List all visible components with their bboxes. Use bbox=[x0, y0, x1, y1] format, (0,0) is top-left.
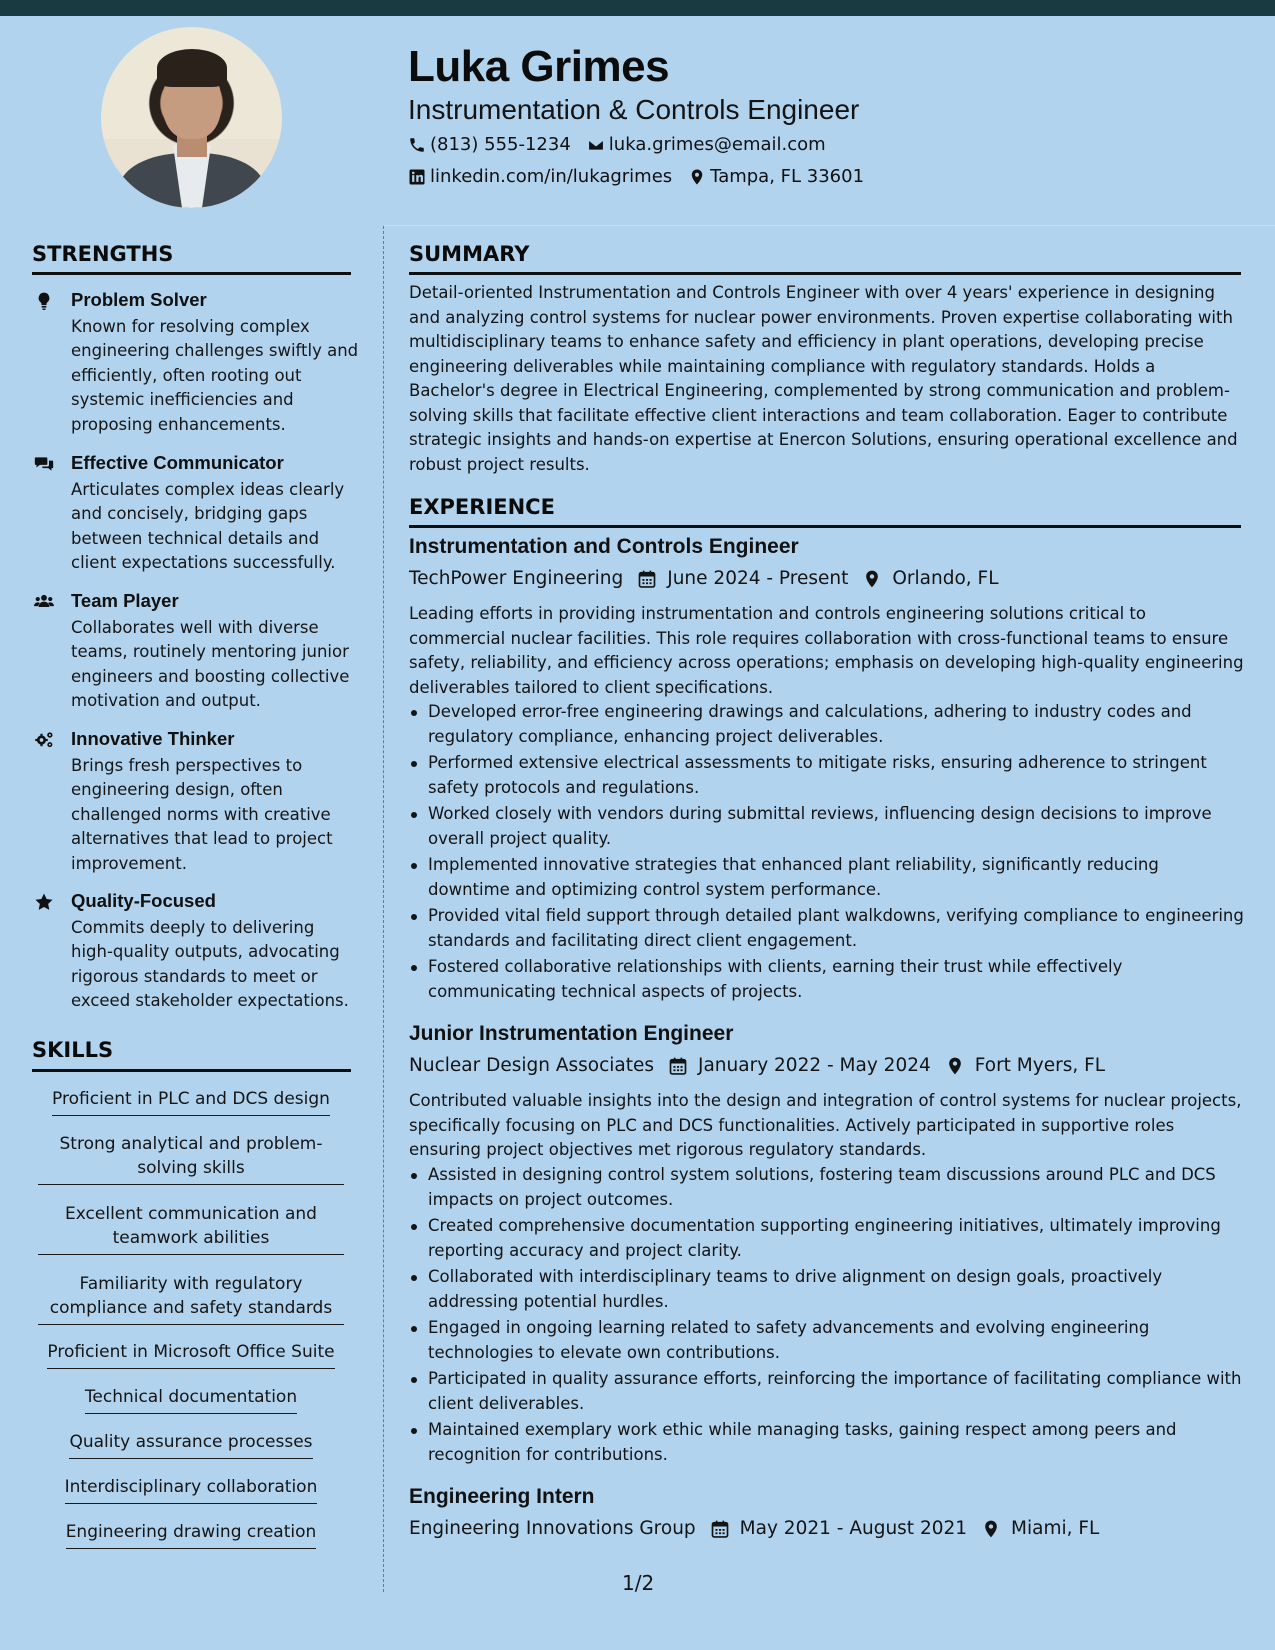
skill-item: Quality assurance processes bbox=[38, 1430, 344, 1459]
company-name: Engineering Innovations Group bbox=[409, 1518, 696, 1539]
calendar-icon bbox=[637, 569, 657, 589]
top-bar bbox=[0, 0, 1275, 16]
job-title: Junior Instrumentation Engineer bbox=[409, 1022, 734, 1045]
bullet-item: Performed extensive electrical assessments to mitigate risks, ensuring adherence to stringent safety protocols and regulations. bbox=[409, 751, 1245, 800]
location-text: Tampa, FL 33601 bbox=[710, 166, 865, 187]
job-dates: January 2022 - May 2024 bbox=[698, 1055, 931, 1076]
company-name: Nuclear Design Associates bbox=[409, 1055, 655, 1076]
strength-title: Quality-Focused bbox=[71, 890, 216, 911]
skill-item: Strong analytical and problem-solving skills bbox=[38, 1132, 344, 1185]
skill-item: Familiarity with regulatory compliance and safety standards bbox=[38, 1272, 344, 1325]
job-meta bbox=[409, 1518, 1099, 1539]
job-description: Leading efforts in providing instrumentation and controls engineering solutions critical to commercial nuclear facilities. This role requires collaboration with cross-functional teams to ensure safety, reliability, and efficiency across operations; emphasis on developing high-quality engineering deliverables tailored to client specifications. bbox=[409, 604, 1244, 697]
job-dates: June 2024 - Present bbox=[667, 568, 849, 589]
contact-row-1 bbox=[408, 134, 826, 155]
skill-item: Proficient in PLC and DCS design bbox=[38, 1087, 344, 1116]
strength-title: Effective Communicator bbox=[71, 452, 284, 473]
profile-photo bbox=[101, 27, 282, 208]
strength-desc: Collaborates well with diverse teams, routinely mentoring junior engineers and boosting collective motivation and output. bbox=[71, 618, 350, 711]
envelope-icon bbox=[587, 136, 605, 154]
calendar-icon bbox=[668, 1056, 688, 1076]
skills-heading: SKILLS bbox=[32, 1038, 114, 1062]
linkedin-icon bbox=[408, 168, 426, 186]
job-bullets bbox=[409, 700, 1245, 1006]
bullet-item: Developed error-free engineering drawings and calculations, adhering to industry codes and regulatory compliance, enhancing project deliverables. bbox=[409, 700, 1245, 749]
map-pin-icon bbox=[862, 569, 882, 589]
gears-icon bbox=[32, 730, 56, 750]
linkedin-link[interactable]: linkedin.com/in/lukagrimes bbox=[430, 166, 673, 187]
strength-title: Problem Solver bbox=[71, 289, 207, 310]
bullet-item: Fostered collaborative relationships with clients, earning their trust while effectively communicating technical aspects of projects. bbox=[409, 955, 1245, 1004]
experience-rule bbox=[409, 525, 1241, 528]
job-location: Fort Myers, FL bbox=[974, 1055, 1106, 1076]
bullet-item: Participated in quality assurance efforts, reinforcing the importance of facilitating compliance with client deliverables. bbox=[409, 1367, 1245, 1416]
phone-icon bbox=[408, 136, 426, 154]
strength-desc: Known for resolving complex engineering challenges swiftly and efficiently, often rooting out systemic inefficiencies and proposing enhancements. bbox=[71, 317, 359, 434]
strength-desc: Brings fresh perspectives to engineering design, often challenged norms with creative alternatives that lead to project improvement. bbox=[71, 756, 333, 873]
map-pin-icon bbox=[945, 1056, 965, 1076]
column-divider bbox=[383, 226, 384, 1592]
lightbulb-icon bbox=[32, 291, 56, 311]
strength-title: Team Player bbox=[71, 590, 179, 611]
strengths-rule bbox=[32, 272, 351, 275]
company-name: TechPower Engineering bbox=[409, 568, 624, 589]
header-divider bbox=[384, 225, 1275, 226]
contact-row-2 bbox=[408, 166, 864, 187]
job-meta bbox=[409, 568, 999, 589]
job-dates: May 2021 - August 2021 bbox=[739, 1518, 968, 1539]
bullet-item: Maintained exemplary work ethic while managing tasks, gaining respect among peers and recognition for contributions. bbox=[409, 1418, 1245, 1467]
bullet-item: Assisted in designing control system solutions, fostering team discussions around PLC and DCS impacts on project outcomes. bbox=[409, 1163, 1245, 1212]
bullet-item: Provided vital field support through detailed plant walkdowns, verifying compliance to engineering standards and facilitating direct client engagement. bbox=[409, 904, 1245, 953]
summary-rule bbox=[409, 272, 1241, 275]
bullet-item: Implemented innovative strategies that enhanced plant reliability, significantly reducing downtime and optimizing control system performance. bbox=[409, 853, 1245, 902]
calendar-icon bbox=[710, 1519, 730, 1539]
strength-desc: Articulates complex ideas clearly and concisely, bridging gaps between technical details and client expectations successfully. bbox=[71, 480, 345, 573]
skill-item: Technical documentation bbox=[38, 1385, 344, 1414]
skill-item: Proficient in Microsoft Office Suite bbox=[38, 1340, 344, 1369]
job-bullets bbox=[409, 1163, 1245, 1469]
job-meta bbox=[409, 1055, 1105, 1076]
job-location: Orlando, FL bbox=[892, 568, 999, 589]
skill-item: Excellent communication and teamwork abilities bbox=[38, 1202, 344, 1255]
skill-item: Interdisciplinary collaboration bbox=[38, 1475, 344, 1504]
map-pin-icon bbox=[688, 168, 706, 186]
map-pin-icon bbox=[981, 1519, 1001, 1539]
phone-text[interactable]: (813) 555-1234 bbox=[430, 134, 571, 155]
star-icon bbox=[32, 892, 56, 912]
skill-item: Engineering drawing creation bbox=[38, 1520, 344, 1549]
experience-heading: EXPERIENCE bbox=[409, 495, 555, 519]
job-title: Engineering Intern bbox=[409, 1485, 595, 1508]
strengths-heading: STRENGTHS bbox=[32, 242, 174, 266]
bullet-item: Created comprehensive documentation supporting engineering initiatives, ultimately improving reporting accuracy and project clarity. bbox=[409, 1214, 1245, 1263]
candidate-title: Instrumentation & Controls Engineer bbox=[408, 94, 860, 125]
summary-heading: SUMMARY bbox=[409, 242, 530, 266]
summary-text: Detail-oriented Instrumentation and Controls Engineer with over 4 years' experience in designing and analyzing control systems for nuclear power environments. Proven expertise collaborating with multidisciplinary teams to enhance safety and efficiency in plant operations, developing precise engineering deliverables while maintaining compliance with regulatory standards. Holds a Bachelor's degree in Electrical Engineering, complemented by strong communication and problem-solving skills that facilitate effective client interactions and team collaboration. Eager to contribute strategic insights and hands-on expertise at Enercon Solutions, ensuring operational excellence and robust project results. bbox=[409, 283, 1238, 474]
strength-desc: Commits deeply to delivering high-quality outputs, advocating rigorous standards to meet or exceed stakeholder expectations. bbox=[71, 918, 349, 1011]
bullet-item: Collaborated with interdisciplinary teams to drive alignment on design goals, proactively addressing potential hurdles. bbox=[409, 1265, 1245, 1314]
strength-title: Innovative Thinker bbox=[71, 728, 235, 749]
bullet-item: Engaged in ongoing learning related to safety advancements and evolving engineering technologies to elevate own contributions. bbox=[409, 1316, 1245, 1365]
page-number: 1/2 bbox=[622, 1571, 655, 1595]
job-description: Contributed valuable insights into the design and integration of control systems for nuclear projects, specifically focusing on PLC and DCS functionalities. Actively participated in supportive roles ensuring project objectives met rigorous regulatory standards. bbox=[409, 1091, 1242, 1159]
candidate-name: Luka Grimes bbox=[408, 42, 670, 91]
email-link[interactable]: luka.grimes@email.com bbox=[608, 134, 826, 155]
skills-rule bbox=[32, 1069, 351, 1072]
job-location: Miami, FL bbox=[1011, 1518, 1100, 1539]
job-title: Instrumentation and Controls Engineer bbox=[409, 535, 799, 558]
chat-bubbles-icon bbox=[32, 454, 56, 474]
users-icon bbox=[32, 592, 56, 612]
bullet-item: Worked closely with vendors during submittal reviews, influencing design decisions to improve overall project quality. bbox=[409, 802, 1245, 851]
